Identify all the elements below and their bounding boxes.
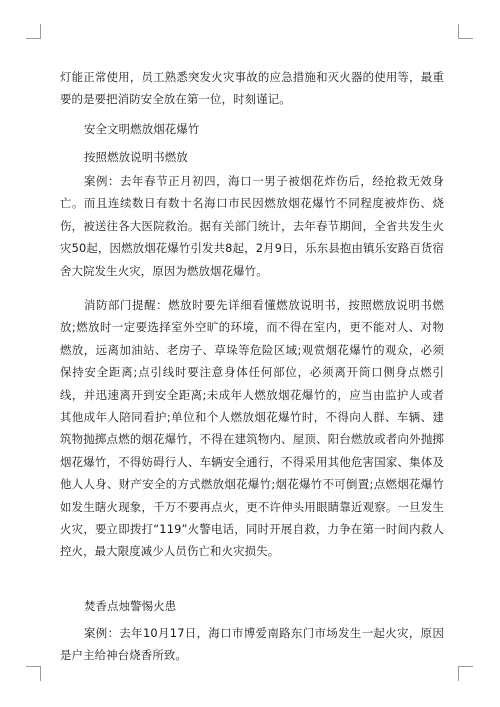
crop-mark-bottom-right [458, 666, 473, 681]
paragraph-fireworks-case: 案例：去年春节正月初四，海口一男子被烟花炸伤后，经抢救无效身亡。而且连续数日有数十名海口市民因燃放烟花爆竹不同程度被炸伤、烧伤，被送往各大医院救治。据有关部门统计，去年春节期间，全省共发生火灾50起，因燃放烟花爆竹引发共8起，2月9日，乐东县抱由镇乐安路百货宿舍大院发生火灾，原因为燃放烟花爆竹。 [60, 174, 444, 278]
paragraph-fire-safety-summary: 灯能正常使用，员工熟悉突发火灾事故的应急措施和灭火器的使用等，最重要的是要把消防安全放在第一位，时刻谨记。 [60, 70, 444, 107]
section-heading-fireworks: 安全文明燃放烟花爆竹 [84, 122, 200, 136]
crop-mark-top-right [458, 24, 473, 39]
crop-mark-top-left [26, 24, 41, 39]
subheading-incense-candles: 焚香点烛警惕火患 [84, 599, 177, 613]
paragraph-fire-department-reminder: 消防部门提醒：燃放时要先详细看懂燃放说明书，按照燃放说明书燃放;燃放时一定要选择室外空旷的环境，而不得在室内，更不能对人、对物燃放，远离加油站、老房子、草垛等危险区域;观赏烟花爆竹的观众，必须保持安全距离;点引线时要注意身体任何部位，必须离开筒口侧身点燃引线，并迅速离开到安全距离;未成年人燃放烟花爆竹的，应当由监护人或者其他成年人陪同看护;单位和个人燃放烟花爆竹时，不得向人群、车辆、建筑物抛掷点燃的烟花爆竹，不得在建筑物内、屋顶、阳台燃放或者向外抛掷烟花爆竹，不得妨碍行人、车辆安全通行，不得采用其他危害国家、集体及他人人身、财产安全的方式燃放烟花爆竹;烟花爆竹不可倒置;点燃烟花爆竹如发生瞎火现象，千万不要再点火，更不许伸头用眼睛靠近观察。一旦发生火灾，要立即拨打“119”火警电话，同时开展自救，力争在第一时间内救人控火，最大限度减少人员伤亡和火灾损失。 [60, 298, 444, 559]
paragraph-incense-case: 案例：去年10月17日，海口市博爱南路东门市场发生一起火灾，原因是户主给神台烧香所致。 [60, 626, 444, 663]
crop-mark-bottom-left [26, 666, 41, 681]
subheading-follow-instructions: 按照燃放说明书燃放 [84, 150, 188, 164]
